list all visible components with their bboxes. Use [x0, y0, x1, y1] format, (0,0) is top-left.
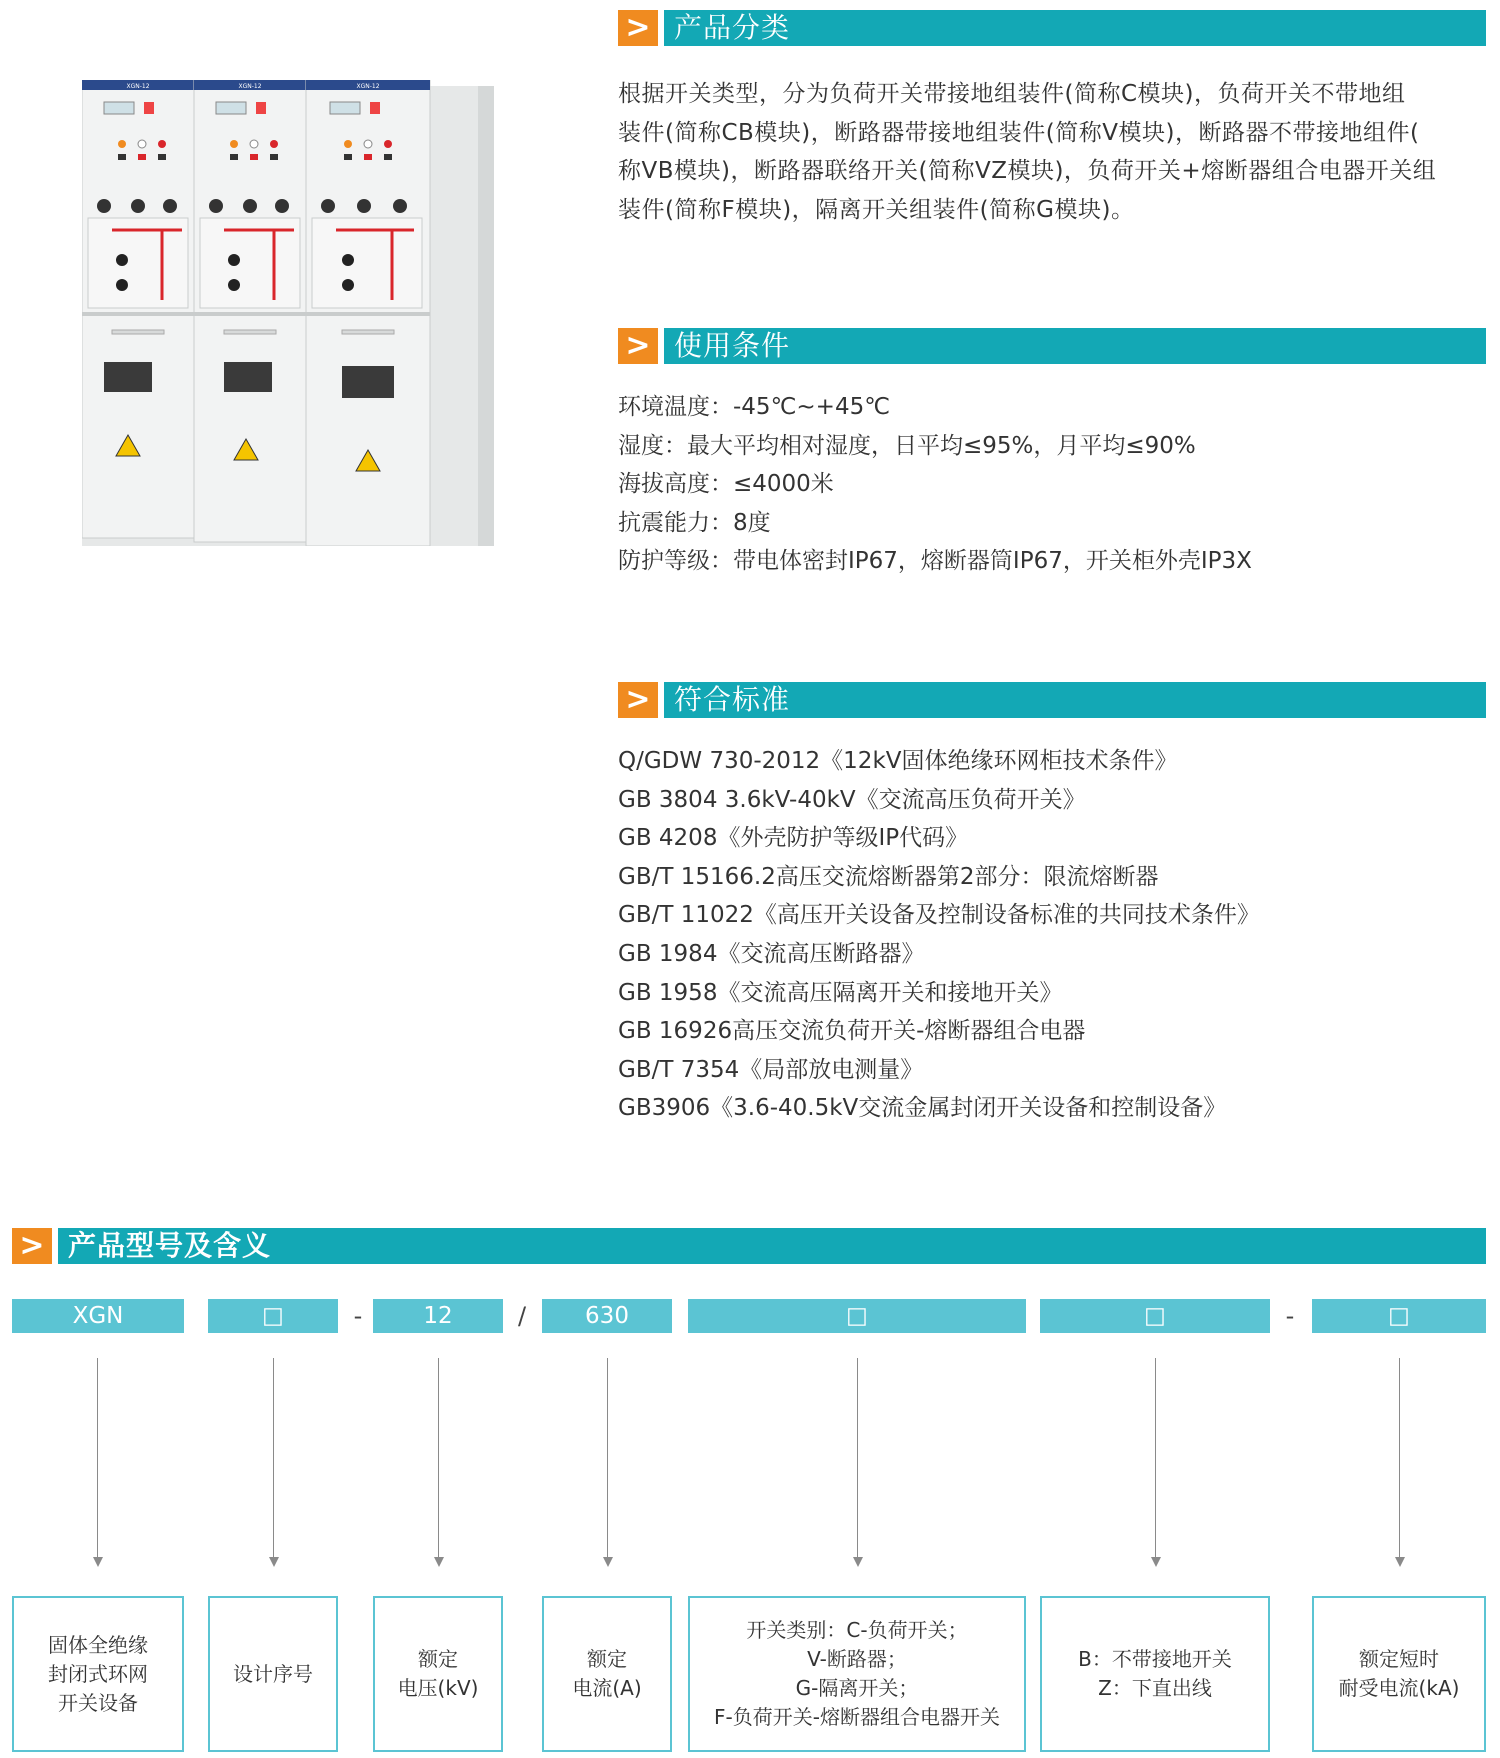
arrow-down-icon: [269, 1557, 279, 1567]
model-code-current: 630: [542, 1299, 672, 1333]
classification-line: 装件(简称CB模块)，断路器带接地组装件(简称V模块)，断路器不带接地组件(: [618, 119, 1420, 146]
desc-line: 耐受电流(kA): [1338, 1676, 1460, 1700]
desc-line: 电压(kV): [397, 1676, 479, 1700]
cabinet-unit: [194, 80, 306, 542]
standard-item: GB/T 7354《局部放电测量》: [618, 1056, 924, 1083]
condition-item: 海拔高度：≤4000米: [618, 471, 834, 498]
standards-list: [618, 742, 1260, 1128]
desc-line: Z：下直出线: [1098, 1676, 1212, 1700]
chevron-right-icon: >: [12, 1228, 52, 1264]
desc-line: 开关类别：C-负荷开关；: [746, 1618, 968, 1642]
connector-line: [607, 1358, 608, 1560]
section-header-standards: [618, 682, 1486, 718]
standard-item: GB 3804 3.6kV-40kV《交流高压负荷开关》: [618, 786, 1086, 813]
desc-line: 电流(A): [572, 1676, 642, 1700]
condition-item: 抗震能力：8度: [618, 509, 771, 536]
desc-line: F-负荷开关-熔断器组合电器开关: [714, 1705, 1000, 1729]
desc-line: 额定: [586, 1647, 627, 1671]
standard-item: Q/GDW 730-2012《12kV固体绝缘环网柜技术条件》: [618, 748, 1178, 774]
model-separator: -: [1285, 1302, 1295, 1330]
desc-line: 封闭式环网: [48, 1661, 148, 1686]
desc-line: 额定: [418, 1647, 458, 1671]
standard-item: GB/T 15166.2高压交流熔断器第2部分：限流熔断器: [618, 863, 1159, 890]
connector-line: [857, 1358, 858, 1560]
connector-line: [1155, 1358, 1156, 1560]
desc-current: [542, 1596, 672, 1752]
model-code-grounding: □: [1040, 1299, 1270, 1333]
connector-line: [438, 1358, 439, 1560]
model-code-series: XGN: [12, 1299, 184, 1333]
section-title: 符合标准: [674, 683, 791, 716]
model-code-design: □: [208, 1299, 338, 1333]
section-header-model: [12, 1228, 1486, 1264]
arrow-down-icon: [1151, 1557, 1161, 1567]
desc-line: 固体全绝缘: [48, 1632, 148, 1657]
desc-line: G-隔离开关；: [795, 1676, 919, 1700]
chevron-right-icon: >: [618, 682, 658, 718]
classification-text: [618, 75, 1488, 229]
connector-line: [273, 1358, 274, 1560]
section-header-conditions: [618, 328, 1486, 364]
model-code-current-rating: □: [1312, 1299, 1486, 1333]
chevron-right-icon: >: [618, 328, 658, 364]
cabinet-unit: [82, 80, 194, 538]
arrow-down-icon: [93, 1557, 103, 1567]
classification-line: 装件(简称F模块)，隔离开关组装件(简称G模块)。: [618, 196, 1135, 223]
standard-item: GB/T 11022《高压开关设备及控制设备标准的共同技术条件》: [618, 902, 1260, 929]
desc-voltage: [373, 1596, 503, 1752]
section-title: 使用条件: [674, 329, 791, 362]
desc-design: [208, 1596, 338, 1752]
condition-item: 防护等级：带电体密封IP67，熔断器筒IP67，开关柜外壳IP3X: [618, 548, 1252, 575]
panel-label-2: XGN-12: [238, 83, 262, 90]
model-code-voltage: 12: [373, 1299, 503, 1333]
cabinet-illustration: [82, 80, 494, 546]
arrow-down-icon: [1395, 1557, 1405, 1567]
section-title: 产品分类: [674, 11, 791, 44]
standard-item: GB 4208《外壳防护等级IP代码》: [618, 825, 969, 852]
classification-line: 根据开关类型，分为负荷开关带接地组装件(简称C模块)，负荷开关不带地组: [618, 81, 1406, 107]
arrow-down-icon: [603, 1557, 613, 1567]
model-separator: /: [517, 1302, 527, 1330]
desc-switch-type: [688, 1596, 1026, 1752]
desc-current-rating: [1312, 1596, 1486, 1752]
cabinet-unit: [306, 80, 430, 546]
condition-item: 湿度：最大平均相对湿度，日平均≤95%，月平均≤90%: [618, 432, 1196, 459]
standard-item: GB 1984《交流高压断路器》: [618, 940, 925, 967]
panel-label-3: XGN-12: [356, 83, 380, 90]
desc-line: 设计序号: [233, 1661, 313, 1686]
chevron-right-icon: >: [618, 10, 658, 46]
standard-item: GB 1958《交流高压隔离开关和接地开关》: [618, 979, 1063, 1006]
section-header-classification: [618, 10, 1486, 46]
desc-grounding: [1040, 1596, 1270, 1752]
section-title: 产品型号及含义: [68, 1229, 272, 1262]
model-separator: -: [353, 1302, 363, 1330]
desc-line: 开关设备: [58, 1690, 138, 1715]
conditions-list: [618, 388, 1252, 581]
condition-item: 环境温度：-45℃~+45℃: [618, 394, 891, 420]
panel-label-1: XGN-12: [126, 83, 150, 90]
arrow-down-icon: [853, 1557, 863, 1567]
desc-series: [12, 1596, 184, 1752]
classification-line: 称VB模块)，断路器联络开关(简称VZ模块)，负荷开关+熔断器组合电器开关组: [618, 158, 1437, 184]
standard-item: GB 16926高压交流负荷开关-熔断器组合电器: [618, 1018, 1086, 1045]
desc-line: B：不带接地开关: [1078, 1647, 1232, 1671]
arrow-down-icon: [434, 1557, 444, 1567]
model-code-switch-type: □: [688, 1299, 1026, 1333]
standard-item: GB3906《3.6-40.5kV交流金属封闭开关设备和控制设备》: [618, 1095, 1227, 1122]
connector-line: [97, 1358, 98, 1560]
switchgear-cabinet-image: [82, 80, 494, 546]
desc-line: V-断路器；: [807, 1647, 907, 1671]
desc-line: 额定短时: [1359, 1647, 1439, 1671]
connector-line: [1399, 1358, 1400, 1560]
